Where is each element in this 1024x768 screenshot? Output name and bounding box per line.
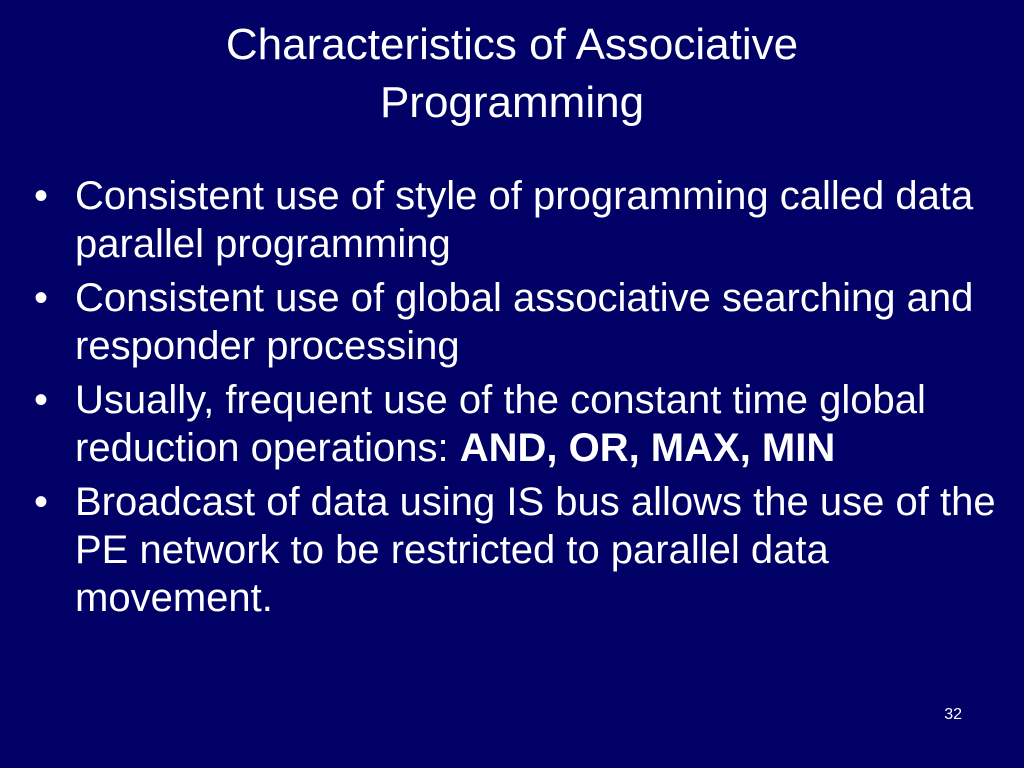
bullet-item: [30, 274, 1015, 370]
page-number: 32: [944, 706, 962, 723]
slide-title-line-2: Programming: [379, 78, 645, 127]
bullet-item: [30, 376, 1015, 472]
bullet-bold-text: AND, OR, MAX, MIN: [459, 426, 836, 470]
slide-title-line-1: Characteristics of Associative: [225, 20, 799, 69]
bullet-text: Consistent use of style of programming called data parallel programming: [75, 174, 974, 266]
bullet-dot-icon: •: [34, 378, 49, 422]
bullet-dot-icon: •: [34, 276, 49, 320]
bullet-text: Usually, frequent use of the constant time global reduction operations:: [75, 378, 926, 470]
bullet-item: [30, 478, 1015, 622]
bullet-dot-icon: •: [34, 480, 49, 524]
bullet-item: [30, 172, 1015, 268]
bullet-text: Consistent use of global associative searching and responder processing: [75, 276, 974, 368]
bullet-list: [30, 172, 1015, 628]
slide-title: [100, 16, 924, 132]
bullet-dot-icon: •: [34, 174, 49, 218]
bullet-text: Broadcast of data using IS bus allows the use of the PE network to be restricted to parallel data movement.: [75, 480, 996, 620]
